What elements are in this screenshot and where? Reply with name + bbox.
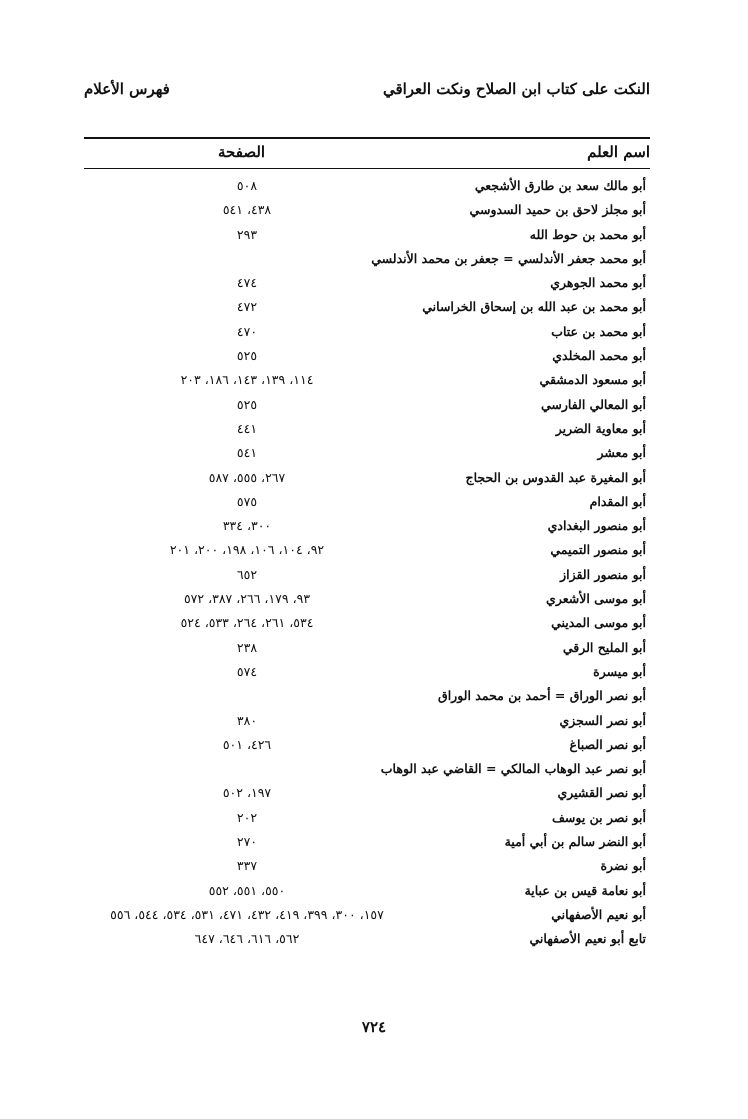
entry-pages: ٤٧٠ xyxy=(236,323,258,339)
entry-name: أبو النضر سالم بن أبي أمية xyxy=(504,834,646,850)
entry-pages: ٢٣٨ xyxy=(236,639,258,655)
index-row xyxy=(84,223,646,247)
index-row xyxy=(84,514,646,538)
header-rule xyxy=(84,137,650,139)
index-row xyxy=(84,927,646,951)
entry-name: تابع أبو نعيم الأصفهاني xyxy=(529,931,646,947)
entry-pages: ٤٢٦، ٥٠١ xyxy=(222,736,272,752)
index-row xyxy=(84,903,646,927)
entry-name: أبو محمد الجوهري xyxy=(550,275,646,291)
entry-name: أبو نصر السجزي xyxy=(559,712,646,728)
index-row xyxy=(84,271,646,295)
index-row xyxy=(84,344,646,368)
index-row xyxy=(84,295,646,319)
entry-pages: ٥٢٥ xyxy=(236,348,258,364)
column-header-page: الصفحة xyxy=(218,143,266,161)
column-header-rule xyxy=(84,168,650,169)
entry-name: أبو محمد بن حوط الله xyxy=(529,226,646,242)
entry-name: أبو مسعود الدمشقي xyxy=(539,372,646,388)
entry-pages: ٩٣، ١٧٩، ٢٦٦، ٣٨٧، ٥٧٢ xyxy=(183,591,311,607)
entry-pages: ٢٧٠ xyxy=(236,834,258,850)
page-number: ٧٢٤ xyxy=(361,1018,387,1036)
book-title: النكت على كتاب ابن الصلاح ونكت العراقي xyxy=(382,80,650,98)
entry-name: أبو نصر بن يوسف xyxy=(551,809,646,825)
index-row xyxy=(84,320,646,344)
entry-pages: ٤٧٢ xyxy=(236,299,258,315)
entry-name: أبو محمد جعفر الأندلسي = جعفر بن محمد الأندلسي xyxy=(371,250,646,266)
running-header xyxy=(84,80,650,112)
index-row xyxy=(84,368,646,392)
index-row xyxy=(84,684,646,708)
entry-name: أبو المعالي الفارسي xyxy=(540,396,646,412)
entry-name: أبو نصر القشيري xyxy=(557,785,646,801)
entry-pages: ٤٤١ xyxy=(236,420,258,436)
entry-name: أبو معشر xyxy=(597,445,646,461)
index-title: فهرس الأعلام xyxy=(84,80,170,98)
index-row xyxy=(84,466,646,490)
index-row xyxy=(84,636,646,660)
entry-pages: ١٩٧، ٥٠٢ xyxy=(222,785,272,801)
index-row xyxy=(84,733,646,757)
entry-name: أبو موسى الأشعري xyxy=(546,591,646,607)
entry-name: أبو نضرة xyxy=(600,858,646,874)
entry-name: أبو ميسرة xyxy=(593,663,646,679)
entry-name: أبو نعيم الأصفهاني xyxy=(551,906,646,922)
entry-pages: ٣٣٧ xyxy=(236,858,258,874)
entry-pages: ٥٤١ xyxy=(236,445,258,461)
entry-pages: ٥٦٢، ٦١٦، ٦٤٦، ٦٤٧ xyxy=(194,931,300,947)
entry-pages: ٢٦٧، ٥٥٥، ٥٨٧ xyxy=(208,469,286,485)
index-row xyxy=(84,490,646,514)
index-row xyxy=(84,781,646,805)
entry-pages: ٤٣٨، ٥٤١ xyxy=(222,202,272,218)
entry-name: أبو موسى المديني xyxy=(551,615,646,631)
entry-pages: ٥٧٤ xyxy=(236,663,258,679)
index-row xyxy=(84,174,646,198)
index-row xyxy=(84,830,646,854)
index-row xyxy=(84,417,646,441)
entry-pages: ٦٥٢ xyxy=(236,566,258,582)
entry-pages: ٤٧٤ xyxy=(236,275,258,291)
index-row xyxy=(84,538,646,562)
index-row xyxy=(84,806,646,830)
entry-name: أبو المغيرة عبد القدوس بن الحجاج xyxy=(465,469,646,485)
entry-pages: ٢٩٣ xyxy=(236,226,258,242)
entry-name: أبو نصر الوراق = أحمد بن محمد الوراق xyxy=(438,688,646,704)
index-table xyxy=(84,174,646,952)
index-row xyxy=(84,660,646,684)
index-row xyxy=(84,441,646,465)
entry-name: أبو نصر الصباغ xyxy=(569,736,646,752)
entry-name: أبو معاوية الضرير xyxy=(555,420,646,436)
entry-name: أبو محمد بن عبد الله بن إسحاق الخراساني xyxy=(422,299,646,315)
entry-pages: ٣٨٠ xyxy=(236,712,258,728)
entry-name: أبو نعامة قيس بن عباية xyxy=(524,882,646,898)
column-header-name: اسم العلم xyxy=(587,143,650,161)
entry-pages: ٣٠٠، ٣٣٤ xyxy=(222,518,272,534)
index-row xyxy=(84,393,646,417)
entry-pages: ٩٢، ١٠٤، ١٠٦، ١٩٨، ٢٠٠، ٢٠١ xyxy=(169,542,325,558)
entry-pages: ٥٣٤، ٢٦١، ٢٦٤، ٥٣٣، ٥٢٤ xyxy=(180,615,314,631)
entry-pages: ٢٠٢ xyxy=(236,809,258,825)
entry-pages: ١١٤، ١٣٩، ١٤٣، ١٨٦، ٢٠٣ xyxy=(180,372,314,388)
index-row xyxy=(84,247,646,271)
entry-pages: ٥٠٨ xyxy=(236,178,258,193)
entry-name: أبو منصور القزاز xyxy=(560,566,646,582)
entry-name: أبو مالك سعد بن طارق الأشجعي xyxy=(474,178,646,193)
entry-pages: ٥٢٥ xyxy=(236,396,258,412)
entry-name: أبو المقدام xyxy=(589,493,646,509)
index-row xyxy=(84,757,646,781)
entry-pages: ٥٥٠، ٥٥١، ٥٥٢ xyxy=(208,882,286,898)
index-row xyxy=(84,587,646,611)
entry-pages: ١٥٧، ٣٠٠، ٣٩٩، ٤١٩، ٤٣٢، ٤٧١، ٥٣١، ٥٣٤، ٥٤٤، ٥٥٦ xyxy=(110,906,384,922)
index-row xyxy=(84,198,646,222)
entry-name: أبو المليح الرقي xyxy=(562,639,646,655)
index-row xyxy=(84,709,646,733)
entry-pages: ٥٧٥ xyxy=(236,493,258,509)
entry-name: أبو منصور البغدادي xyxy=(547,518,646,534)
entry-name: أبو محمد بن عتاب xyxy=(551,323,646,339)
entry-name: أبو منصور التميمي xyxy=(550,542,646,558)
entry-name: أبو نصر عبد الوهاب المالكي = القاضي عبد الوهاب xyxy=(380,761,646,777)
entry-name: أبو محمد المخلدي xyxy=(552,348,646,364)
index-row xyxy=(84,611,646,635)
entry-name: أبو مجلز لاحق بن حميد السدوسي xyxy=(469,202,646,218)
index-row xyxy=(84,879,646,903)
index-row xyxy=(84,854,646,878)
index-row xyxy=(84,563,646,587)
